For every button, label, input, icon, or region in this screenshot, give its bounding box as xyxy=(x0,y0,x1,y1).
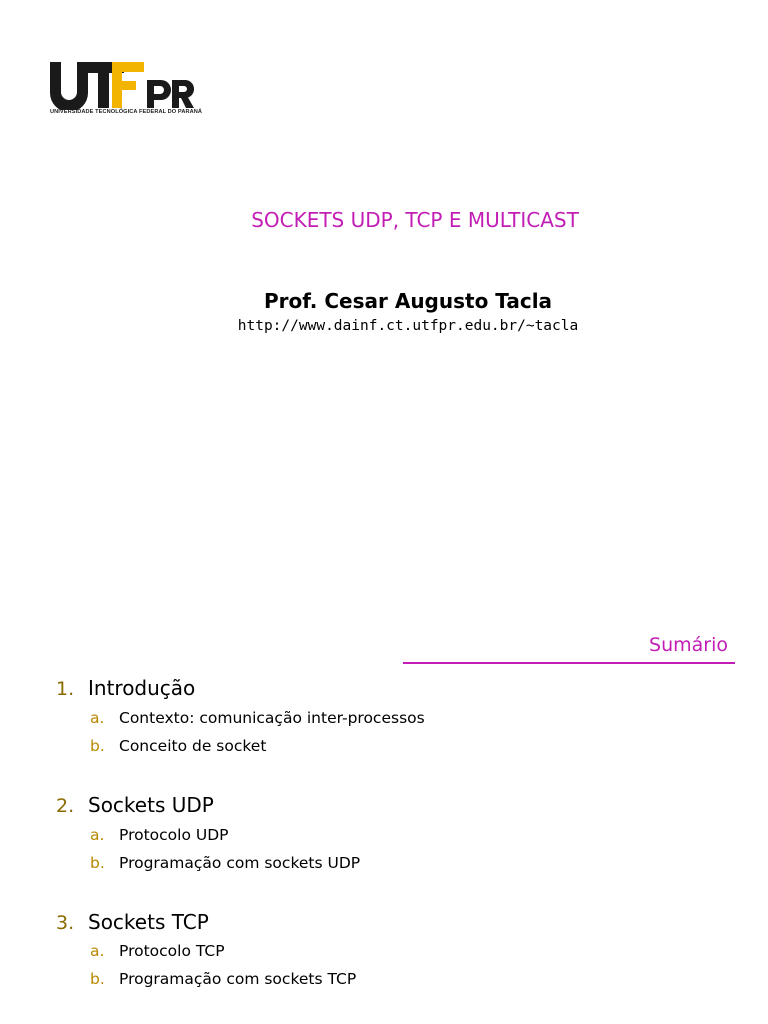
item-letter: a. xyxy=(90,942,105,960)
item-letter: b. xyxy=(90,854,105,872)
toc-section-3 xyxy=(56,910,209,934)
toc-item xyxy=(90,854,360,872)
logo-caption: UNIVERSIDADE TECNOLÓGICA FEDERAL DO PARANÁ xyxy=(50,109,203,115)
toc-item xyxy=(90,942,225,960)
section-label: Sockets UDP xyxy=(88,793,214,817)
item-letter: a. xyxy=(90,826,105,844)
section-number: 2. xyxy=(56,795,75,817)
toc-section-1 xyxy=(56,676,195,700)
item-text: Conceito de socket xyxy=(119,737,267,755)
toc-item xyxy=(90,826,229,844)
toc-item xyxy=(90,737,266,755)
section-label: Sockets TCP xyxy=(88,910,209,934)
toc-item xyxy=(90,970,356,988)
item-text: Protocolo UDP xyxy=(119,826,229,844)
section-number: 1. xyxy=(56,678,75,700)
toc-item xyxy=(90,709,425,727)
author-name: Prof. Cesar Augusto Tacla xyxy=(263,289,553,313)
section-number: 3. xyxy=(56,912,75,934)
item-text: Programação com sockets TCP xyxy=(119,970,357,988)
author-url[interactable]: http://www.dainf.ct.utfpr.edu.br/~tacla xyxy=(237,318,579,334)
item-text: Programação com sockets UDP xyxy=(119,854,361,872)
item-letter: a. xyxy=(90,709,105,727)
item-letter: b. xyxy=(90,970,105,988)
section-label: Introdução xyxy=(88,676,196,700)
item-text: Protocolo TCP xyxy=(119,942,225,960)
summary-slide xyxy=(0,620,768,1024)
item-letter: b. xyxy=(90,737,105,755)
item-text: Contexto: comunicação inter-processos xyxy=(119,709,425,727)
heading-underline xyxy=(403,662,735,664)
toc-section-2 xyxy=(56,793,214,817)
presentation-title: SOCKETS UDP, TCP E MULTICAST xyxy=(251,208,579,232)
utfpr-logo xyxy=(48,60,203,120)
summary-heading: Sumário xyxy=(649,634,728,656)
utfpr-logo-mark xyxy=(48,60,198,110)
